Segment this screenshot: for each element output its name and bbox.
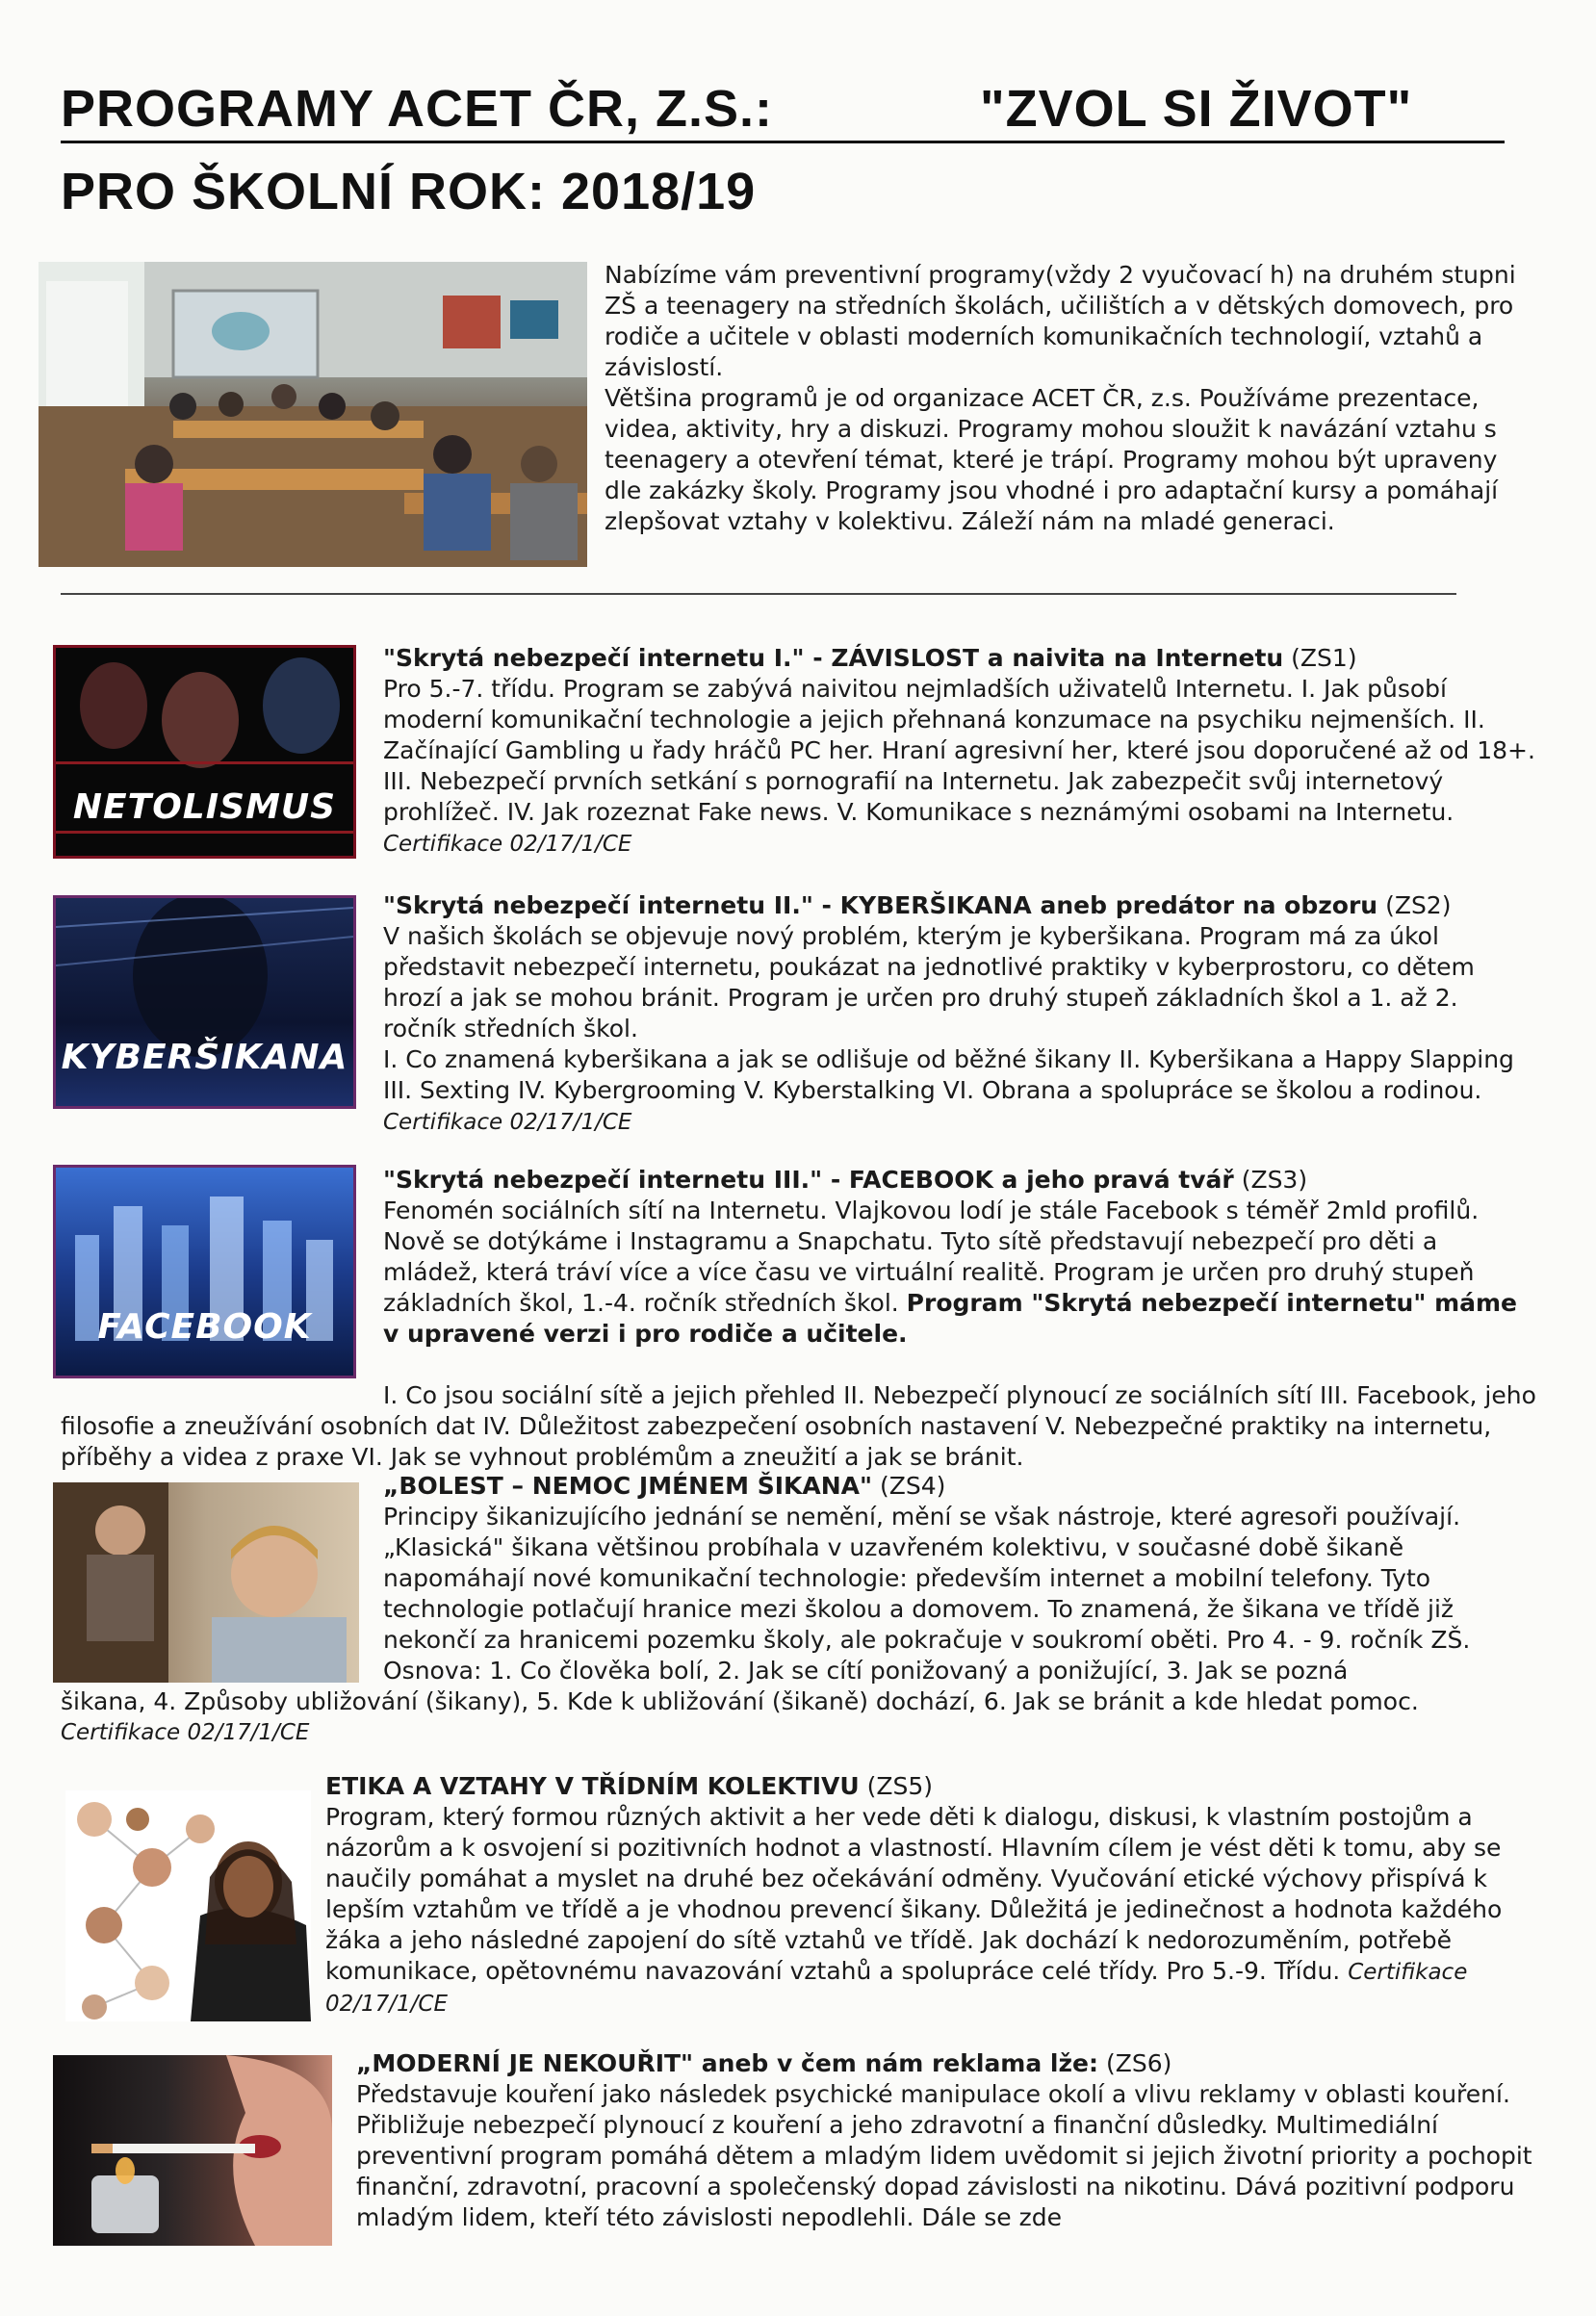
kybersikana-image-label: KYBERŠIKANA bbox=[61, 1038, 348, 1077]
program-zs5-text: Program, který formou různých aktivit a her vede děti k dialogu, diskusi, k vlastním postojům a názorům a k osvojení si pozitivních hodnot a vlastností. Hlavním cílem je vést děti k tomu, aby se naučily pomáhat a myslet na druhé bez očekávání odměny. Vyučování etické výchovy přispívá k lepším vztahům ve třídě a je vhodnou prevencí šikany. Důležitá je jedinečnost a hodnota každého žáka a jeho následné zapojení do sítě vztahů ve třídě. Jak dochází k nedorozuměním, potřebě komunikace, opětovnému navazování vztahů a spolupráce celé třídy. Pro 5.-9. Třídu. bbox=[325, 1803, 1503, 1985]
intro-paragraph-1: Nabízíme vám preventivní programy(vždy 2 vyučovací h) na druhém stupni ZŠ a teenagery na středních školách, učilištích a v dětských domovech, pro rodiče a učitele v oblasti moderních komunikačních technologií, vztahů a závislostí. bbox=[605, 261, 1516, 381]
program-zs1 bbox=[383, 643, 1538, 860]
program-zs3-text: Fenomén sociálních sítí na Internetu. Vlajkovou lodí je stále Facebook s téměř 2mld profilů. Nově se dotýkáme i Instagramu a Snapchatu. Tyto sítě představují nebezpečí pro děti a mládež, která tráví více a více času ve virtuální realitě. Program je určen pro druhý stupeň základních škol, 1.-4. ročník středních škol. bbox=[383, 1197, 1480, 1317]
etika-network-image bbox=[65, 1790, 311, 2021]
program-zs2-certificate: Certifikace 02/17/1/CE bbox=[383, 1110, 632, 1135]
program-zs3 bbox=[383, 1165, 1538, 1350]
program-zs3-heading: "Skrytá nebezpečí internetu III." - FACEBOOK a jeho pravá tvář bbox=[383, 1166, 1234, 1194]
program-zs4-outline bbox=[61, 1686, 1562, 1748]
smoking-photo bbox=[53, 2055, 332, 2246]
program-zs4-text: Principy šikanizujícího jednání se nemění, mění se však nástroje, které agresoři používají. „Klasická" šikana většinou probíhala v uzavřeném kolektivu, v současné době šikaně napomáhají nové komunikační technologie: především internet a mobilní telefony. Tyto technologie potlačují hranice mezi školou a domovem. To znamená, že šikana ve třídě již nekončí za hranicemi pozemku školy, ale pokračuje v soukromí oběti. Pro 4. - 9. ročník ZŠ. Osnova: 1. Co člověka bolí, 2. Jak se cítí ponižovaný a ponižující, 3. Jak se pozná bbox=[383, 1503, 1471, 1685]
facebook-image-label: FACEBOOK bbox=[97, 1307, 312, 1347]
program-zs5 bbox=[325, 1771, 1538, 2020]
program-zs4-text-2: šikana, 4. Způsoby ubližování (šikany), 5. Kde k ubližování (šikaně) dochází, 6. Jak se bránit a kde hledat pomoc. bbox=[61, 1687, 1419, 1715]
sikana-photo bbox=[53, 1482, 359, 1683]
program-zs5-heading: ETIKA A VZTAHY V TŘÍDNÍM KOLEKTIVU bbox=[325, 1772, 860, 1800]
title-slogan: "ZVOL SI ŽIVOT" bbox=[980, 80, 1413, 138]
program-zs4-code: (ZS4) bbox=[880, 1472, 946, 1500]
program-zs2-code: (ZS2) bbox=[1385, 891, 1452, 919]
classroom-photo bbox=[39, 262, 587, 567]
program-zs4-certificate: Certifikace 02/17/1/CE bbox=[61, 1720, 310, 1745]
program-zs6-heading: „MODERNÍ JE NEKOUŘIT" aneb v čem nám reklama lže: bbox=[356, 2049, 1099, 2077]
program-zs4 bbox=[383, 1471, 1538, 1686]
program-zs1-certificate: Certifikace 02/17/1/CE bbox=[383, 832, 632, 857]
intro-text bbox=[605, 260, 1519, 537]
netolismus-image-label: NETOLISMUS bbox=[72, 787, 337, 827]
intro-paragraph-2: Většina programů je od organizace ACET ČR, z.s. Používáme prezentace, videa, aktivity, hry a diskuzi. Programy mohou sloužit k navázání vztahu s teenagery a otevření témat, které je trápí. Programy mohou být upraveny dle zakázky školy. Programy jsou vhodné i pro adaptační kursy a pomáhají zlepšovat vztahy v kolektivu. Záleží nám na mladé generaci. bbox=[605, 384, 1499, 535]
program-zs5-certificate: Certifikace 02/17/1/CE bbox=[325, 1960, 1468, 2017]
program-zs5-code: (ZS5) bbox=[866, 1772, 934, 1800]
page-title-line-1 bbox=[61, 79, 1505, 139]
facebook-image bbox=[53, 1165, 356, 1378]
program-zs1-text: Pro 5.-7. třídu. Program se zabývá naivitou nejmladších uživatelů Internetu. I. Jak působí moderní komunikační technologie a jejich přehnaná konzumace na psychiku nejmenších. II. Začínající Gambling u řady hráčů PC her. Hraní agresivní her, které jsou doporučené až od 18+. III. Nebezpečí prvních setkání s pornografií na Internetu. Jak zabezpečit svůj internetový prohlížeč. IV. Jak rozeznat Fake news. V. Komunikace s neznámými osobami na Internetu. bbox=[383, 675, 1535, 826]
program-zs6-code: (ZS6) bbox=[1105, 2049, 1172, 2077]
program-zs3-parents-note: Program "Skrytá nebezpečí internetu" máme v upravené verzi i pro rodiče a učitele. bbox=[383, 1289, 1518, 1348]
program-zs1-code: (ZS1) bbox=[1291, 644, 1357, 672]
section-divider bbox=[61, 593, 1456, 595]
program-zs4-heading: „BOLEST – NEMOC JMÉNEM ŠIKANA" bbox=[383, 1472, 873, 1500]
title-underline bbox=[61, 141, 1505, 143]
program-zs3-text-2: I. Co jsou sociální sítě a jejich přehled II. Nebezpečí plynoucí ze sociálních sítí III. Facebook, jeho filosofie a zneužívání osobních dat IV. Důležitost zabezpečení osobních nastavení V. Nebezpečné praktiky na internetu, příběhy a videa z praxe VI. Jak se vyhnout problémům a zneužití a jak se bránit. bbox=[61, 1381, 1536, 1471]
program-zs3-code: (ZS3) bbox=[1241, 1166, 1308, 1194]
program-zs2-text: V našich školách se objevuje nový problém, kterým je kyberšikana. Program má za úkol představit nebezpečí internetu, poukázat na jednotlivé praktiky v kyberprostoru, co dětem hrozí a jak se mohou bránit. Program je určen pro druhý stupeň základních škol a 1. až 2. ročník středních škol. bbox=[383, 922, 1475, 1042]
program-zs2 bbox=[383, 890, 1538, 1138]
kybersikana-image bbox=[53, 895, 356, 1109]
program-zs6-text: Představuje kouření jako následek psychické manipulace okolí a vlivu reklamy v oblasti kouření. Přibližuje nebezpečí plynoucí z kouření a jeho zdravotní a finanční důsledky. Multimediální preventivní program pomáhá dětem a mladým lidem uvědomit si jejich životní priority a pochopit finanční, zdravotní, pracovní a společenský dopad závislosti na nikotinu. Dává pozitivní podporu mladým lidem, kteří této závislosti nepodlehli. Dále se zde bbox=[356, 2080, 1532, 2231]
title-organization: PROGRAMY ACET ČR, Z.S.: bbox=[61, 80, 774, 138]
program-zs2-heading: "Skrytá nebezpečí internetu II." - KYBERŠIKANA aneb predátor na obzoru bbox=[383, 891, 1378, 919]
page-title-line-2: PRO ŠKOLNÍ ROK: 2018/19 bbox=[61, 163, 757, 220]
program-zs6 bbox=[356, 2048, 1550, 2233]
program-zs3-outline bbox=[61, 1380, 1562, 1473]
netolismus-image bbox=[53, 645, 356, 859]
program-zs1-heading: "Skrytá nebezpečí internetu I." - ZÁVISLOST a naivita na Internetu bbox=[383, 644, 1284, 672]
program-zs2-text-2: I. Co znamená kyberšikana a jak se odlišuje od běžné šikany II. Kyberšikana a Happy Slapping III. Sexting IV. Kybergrooming V. Kyberstalking VI. Obrana a spolupráce se školou a rodinou. bbox=[383, 1045, 1514, 1104]
